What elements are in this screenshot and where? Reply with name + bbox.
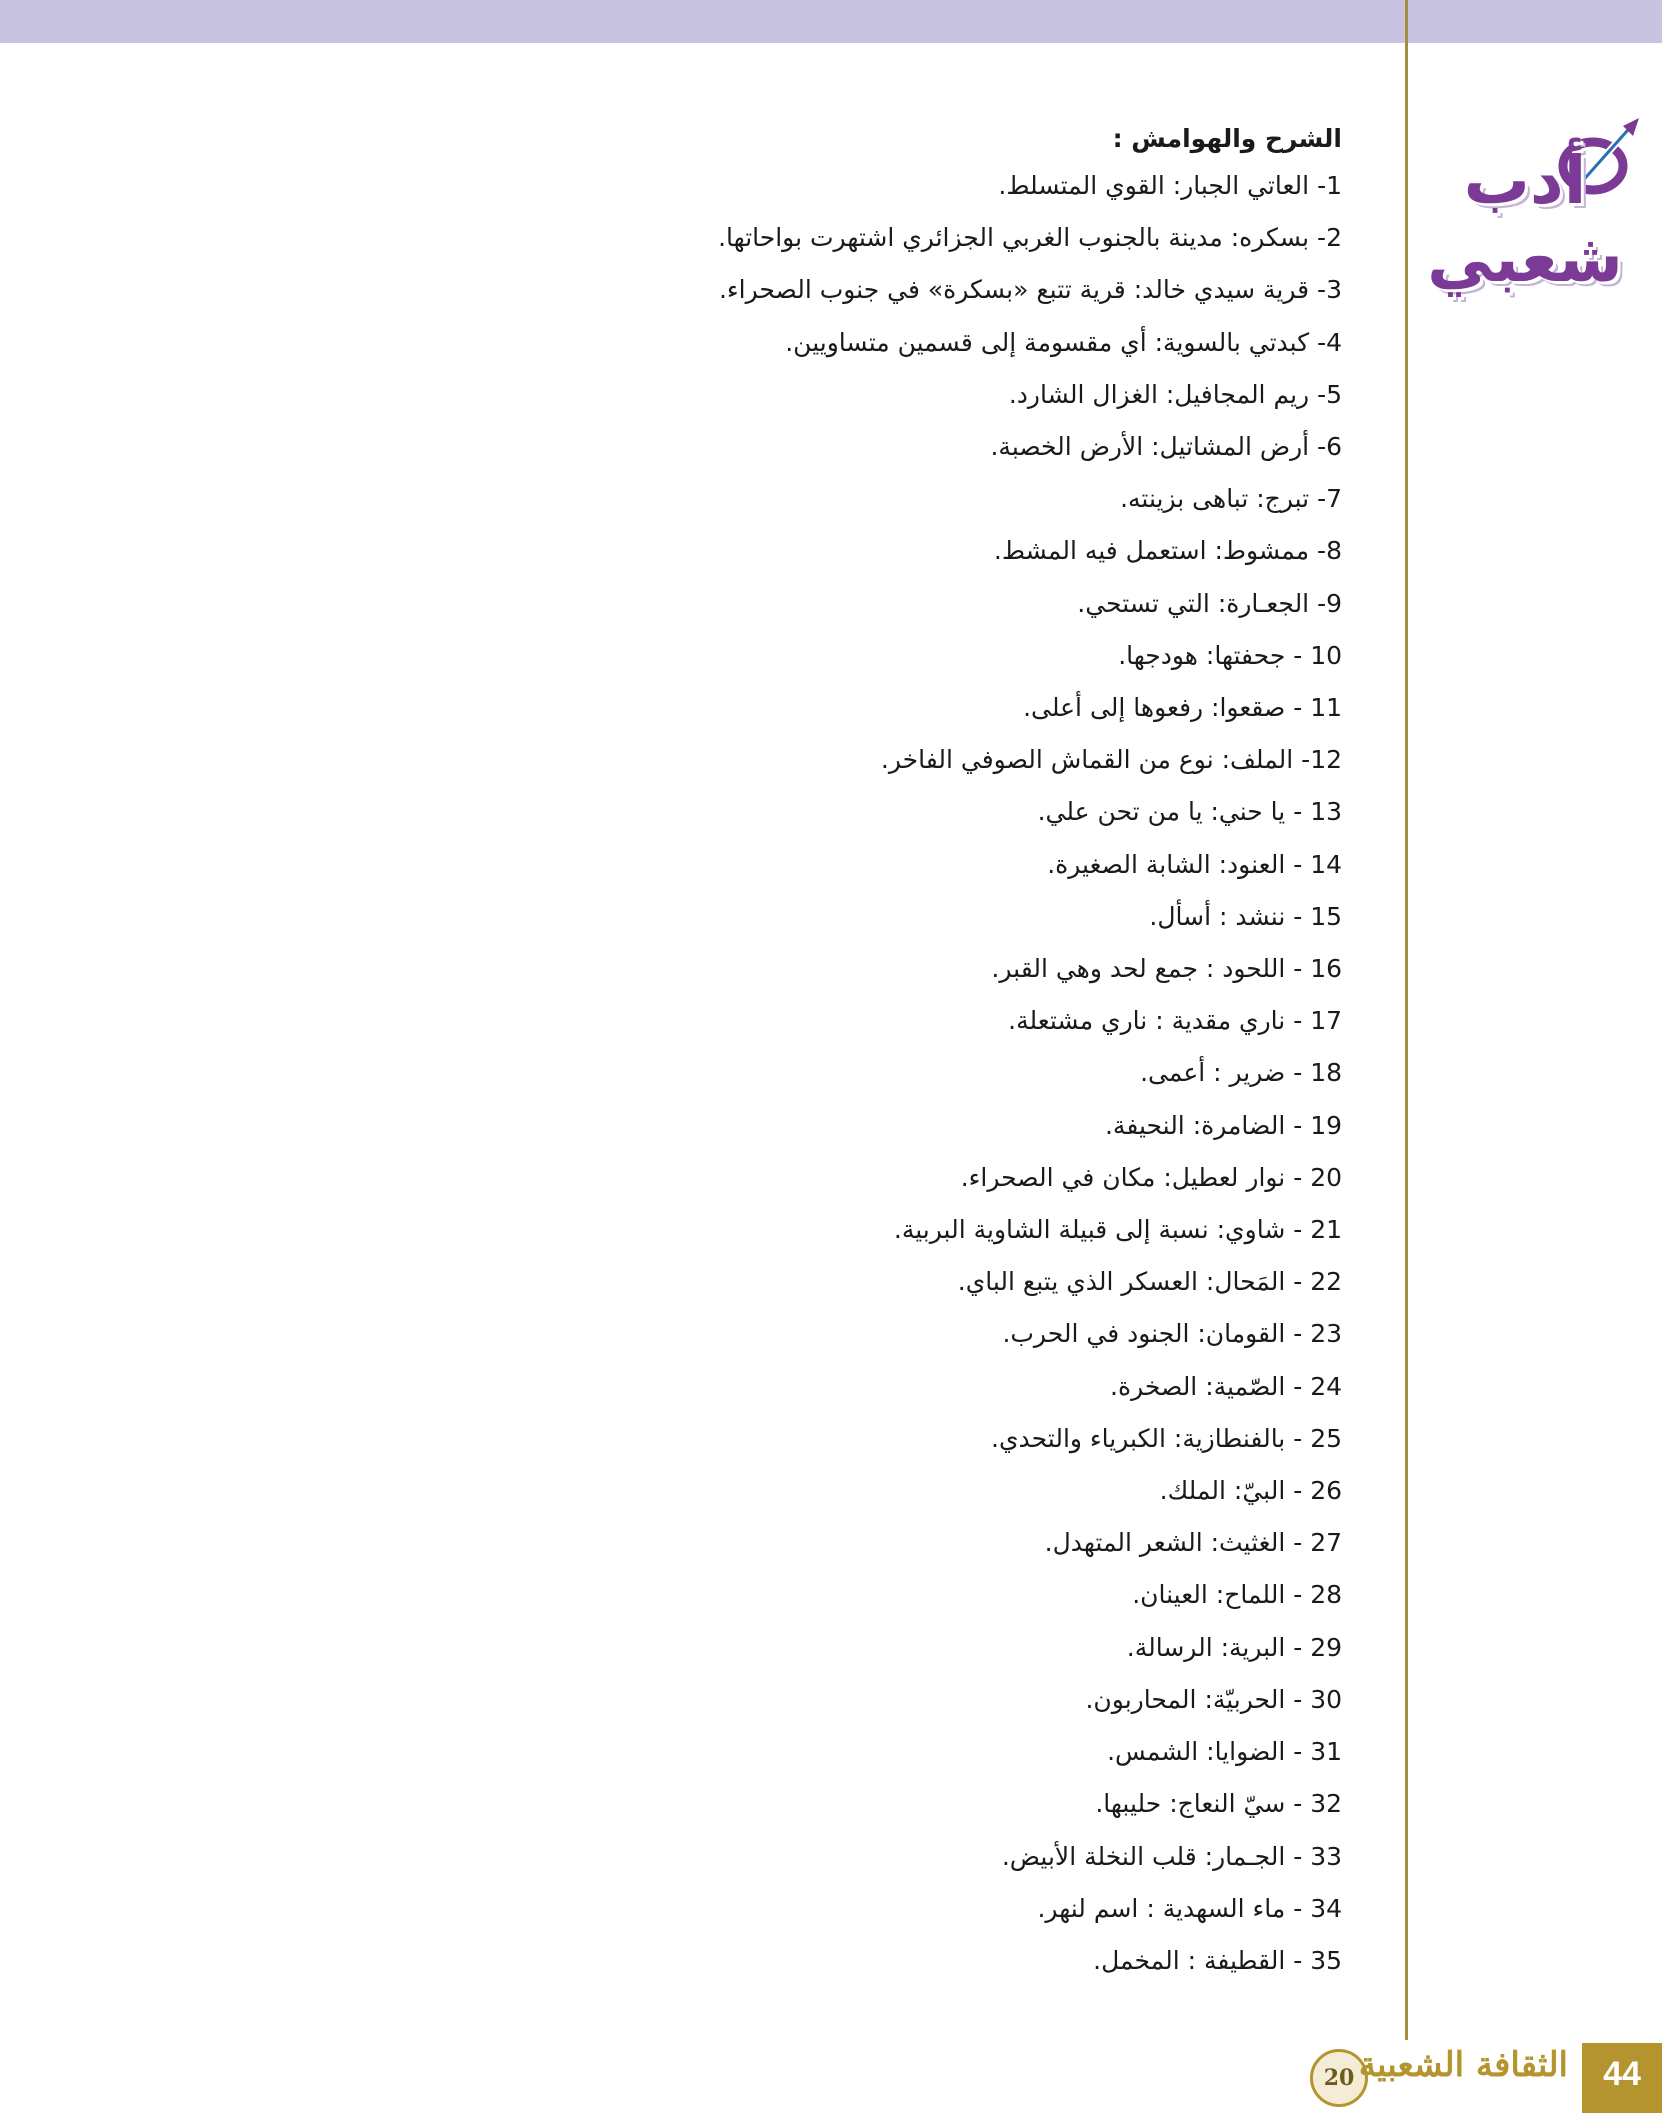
note-item: 3- قرية سيدي خالد: قرية تتبع «بسكرة» في جنوب الصحراء. (718, 275, 1342, 305)
note-item: 6- أرض المشاتيل: الأرض الخصبة. (990, 432, 1342, 462)
note-item: 22 - المَحال: العسكر الذي يتبع الباي. (957, 1267, 1342, 1297)
note-item: 30 - الحربيّة: المحاربون. (1085, 1684, 1342, 1714)
section-logo (1425, 108, 1650, 308)
page-number: 44 (1582, 2043, 1662, 2113)
note-item: 25 - بالفنطازية: الكبرياء والتحدي. (991, 1423, 1342, 1453)
note-item: 23 - القومان: الجنود في الحرب. (1002, 1319, 1342, 1349)
top-color-band (0, 0, 1662, 43)
note-item: 16 - اللحود : جمع لحد وهي القبر. (991, 954, 1342, 984)
note-item: 7- تبرج: تباهى بزينته. (1120, 484, 1342, 514)
note-item: 31 - الضوايا: الشمس. (1107, 1737, 1342, 1767)
note-item: 26 - البيّ: الملك. (1159, 1476, 1342, 1506)
magazine-title: الثقافة الشعبية (1358, 2045, 1568, 2085)
section-title-line2: شعبي (1427, 220, 1623, 297)
notes-list (342, 160, 1342, 1987)
notes-section (342, 118, 1342, 1987)
note-item: 2- بسكره: مدينة بالجنوب الغربي الجزائري اشتهرت بواحاتها. (718, 223, 1342, 253)
note-item: 33 - الجـمار: قلب النخلة الأبيض. (1001, 1841, 1342, 1871)
notes-heading: الشرح والهوامش : (1112, 124, 1342, 153)
note-item: 10 - جحفتها: هودجها. (1118, 640, 1342, 670)
note-item: 18 - ضرير : أعمى. (1140, 1058, 1342, 1088)
note-item: 21 - شاوي: نسبة إلى قبيلة الشاوية البربية. (893, 1215, 1342, 1245)
note-item: 28 - اللماح: العينان. (1132, 1580, 1342, 1610)
note-item: 19 - الضامرة: النحيفة. (1104, 1110, 1342, 1140)
note-item: 27 - الغثيث: الشعر المتهدل. (1044, 1528, 1342, 1558)
note-item: 14 - العنود: الشابة الصغيرة. (1047, 849, 1342, 879)
issue-number-badge: 20 (1310, 2049, 1368, 2107)
note-item: 5- ريم المجافيل: الغزال الشارد. (1008, 379, 1342, 409)
note-item: 15 - ننشد : أسأل. (1149, 901, 1342, 931)
note-item: 20 - نوار لعطيل: مكان في الصحراء. (960, 1162, 1342, 1192)
column-divider (1405, 0, 1408, 2040)
note-item: 4- كبدتي بالسوية: أي مقسومة إلى قسمين متساويين. (785, 327, 1342, 357)
note-item: 1- العاتي الجبار: القوي المتسلط. (998, 171, 1342, 200)
note-item: 11 - صقعوا: رفعوها إلى أعلى. (1023, 693, 1342, 723)
note-item: 32 - سيّ النعاج: حليبها. (1095, 1789, 1342, 1819)
section-title-line1: أدب (1463, 142, 1587, 219)
magazine-brand (1310, 2035, 1580, 2113)
note-item: 9- الجعـارة: التي تستحي. (1077, 588, 1342, 618)
note-item: 29 - البرية: الرسالة. (1126, 1632, 1342, 1662)
note-item: 35 - القطيفة : المخمل. (1093, 1945, 1342, 1975)
note-item: 24 - الصّمية: الصخرة. (1110, 1371, 1342, 1401)
note-item: 12- الملف: نوع من القماش الصوفي الفاخر. (880, 745, 1342, 775)
note-item: 34 - ماء السهدية : اسم لنهر. (1037, 1893, 1342, 1923)
note-item: 13 - يا حني: يا من تحن علي. (1037, 797, 1342, 827)
note-item: 8- ممشوط: استعمل فيه المشط. (993, 536, 1342, 566)
note-item: 17 - ناري مقدية : ناري مشتعلة. (1008, 1006, 1342, 1036)
